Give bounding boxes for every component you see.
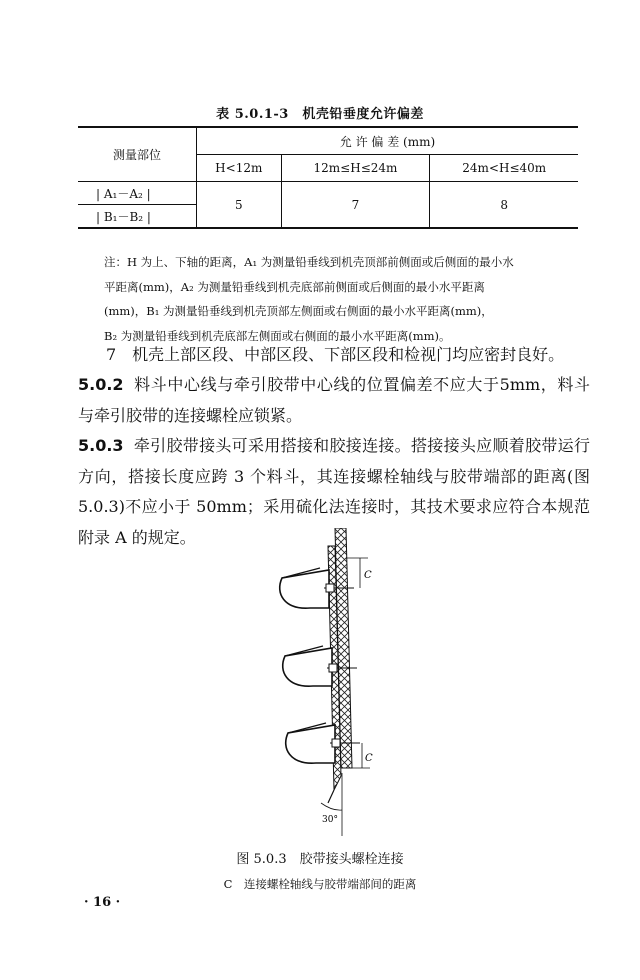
col-header: H<12m [197,155,282,182]
angle-label: 30° [322,815,338,825]
col-header: 12m≤H≤24m [281,155,430,182]
bucket [280,570,329,608]
section-5-0-2 [78,370,590,431]
angle-arc [321,803,342,810]
belt-end [328,790,334,803]
note-line: 注：H 为上、下轴的距离，A₁ 为测量铅垂线到机壳顶部前侧面或后侧面的最小水 [104,255,514,269]
note-line: 平距离(mm)，A₂ 为测量铅垂线到机壳底部前侧面或后侧面的最小水平距离 [104,279,485,294]
note-line: (mm)，B₁ 为测量铅垂线到机壳顶部左侧面或右侧面的最小水平距离(mm)， [104,304,493,318]
bolt-head [332,739,340,747]
bolt-head [329,664,337,672]
value-cell: 5 [197,182,282,229]
note-line: B₂ 为测量铅垂线到机壳底部左侧面或右侧面的最小水平距离(mm)。 [104,328,451,343]
deviation-table [78,126,578,229]
bucket [283,648,332,686]
section-text: 牵引胶带接头可采用搭接和胶接连接。搭接接头应顺着胶带运行方向，搭接长度应跨 3 个料斗，其连接螺栓轴线与胶带端部的距离(图 5.0.3)不应小于 50mm；采用硫化法连接时，其技术要求应符合本规范附录 A 的规定。 [78,436,590,547]
header-allowed: 允 许 偏 差 (mm) [197,127,579,155]
table-title: 表 5.0.1-3 机壳铅垂度允许偏差 [216,107,424,122]
header-measure: 测量部位 [78,127,197,182]
dim-label-c: C [365,753,373,764]
dim-label-c: C [364,570,372,581]
page-number: · 16 · [84,895,121,910]
bolt-head [326,584,334,592]
row-label: | B₁－B₂ | [78,205,197,229]
row-label: | A₁－A₂ | [78,182,197,205]
item-7: 7 机壳上部区段、中部区段、下部区段和检视门均应密封良好。 [106,345,565,364]
figure-caption: 图 5.0.3 胶带接头螺栓连接 [236,852,404,867]
figure-subcaption: C 连接螺栓轴线与胶带端部间的距离 [223,877,417,891]
value-cell: 8 [430,182,578,229]
section-text: 料斗中心线与牵引胶带中心线的位置偏差不应大于5mm，料斗与牵引胶带的连接螺栓应锁紧。 [78,375,590,425]
belt-joint-figure [250,528,390,843]
value-cell: 7 [281,182,430,229]
col-header: 24m<H≤40m [430,155,578,182]
section-number: 5.0.2 [78,375,124,394]
bucket [286,725,335,763]
section-number: 5.0.3 [78,436,124,455]
table-note [104,250,590,348]
